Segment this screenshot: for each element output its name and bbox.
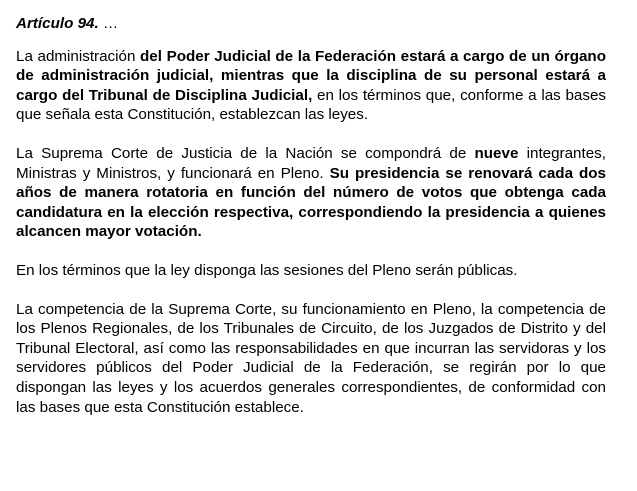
article-heading [16,14,606,34]
p2-text-1: La Suprema Corte de Justicia de la Nación se compondrá de [16,144,475,162]
paragraph-administration [16,47,606,125]
p2-bold-1: nueve [474,144,519,162]
paragraph-competence [16,300,606,418]
p1-text-2: en los términos que, conforme a las bases que señala esta Constitución, establezcan las leyes. [16,86,606,124]
article-ellipsis: … [98,15,119,32]
p3-text-1: En los términos que la ley disponga las sesiones del Pleno serán públicas. [16,261,518,279]
p1-bold-1: del Poder Judicial de la Federación estará a cargo de un órgano de administración judicial, mientras que la disciplina de su personal estará a cargo del Tribunal de Disciplina Judicial, [16,47,606,104]
paragraph-supreme-court-composition [16,144,606,242]
p1-text-1: La administración [16,47,141,65]
p2-text-2: integrantes, Ministras y Ministros, y funcionará en Pleno. [16,144,606,182]
p2-bold-2: Su presidencia se renovará cada dos años de manera rotatoria en función del número de votos que obtenga cada candidatura en la elección respectiva, correspondiendo la presidencia a quienes alcancen mayor votación. [16,164,607,241]
paragraph-public-sessions [16,261,606,281]
article-label: Artículo 94. [16,15,99,32]
document-body [16,14,606,417]
p4-text-1: La competencia de la Suprema Corte, su funcionamiento en Pleno, la competencia de los Plenos Regionales, de los Tribunales de Circuito, de los Juzgados de Distrito y del Tribunal Electoral, así como las responsabilidades en que incurran las servidoras y los servidores públicos del Poder Judicial de la Federación, se regirán por lo que dispongan las leyes y los acuerdos generales correspondientes, de conformidad con las bases que esta Constitución establece. [16,300,606,416]
